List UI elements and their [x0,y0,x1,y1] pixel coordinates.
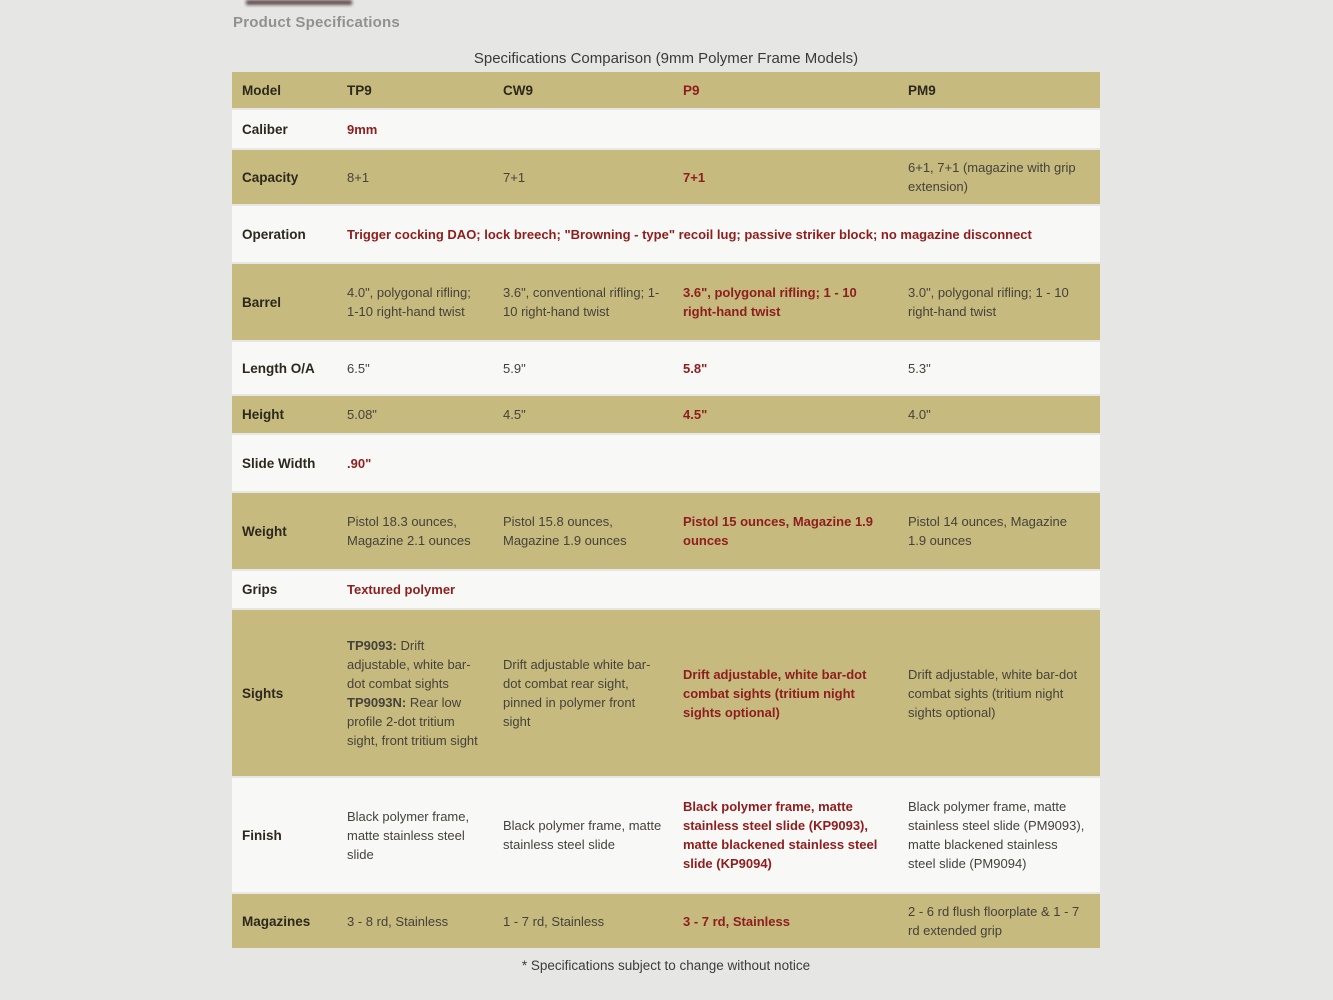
header-tp9: TP9 [340,72,496,108]
row-finish [232,778,1100,892]
capacity-label: Capacity [232,150,340,204]
magazines-tp9: 3 - 8 rd, Stainless [340,894,496,948]
weight-p9: Pistol 15 ounces, Magazine 1.9 ounces [676,493,901,569]
row-grips [232,571,1100,608]
sights-cw9: Drift adjustable white bar-dot combat rear sight, pinned in polymer front sight [496,610,676,776]
magazines-label: Magazines [232,894,340,948]
capacity-tp9: 8+1 [340,150,496,204]
weight-tp9: Pistol 18.3 ounces, Magazine 2.1 ounces [340,493,496,569]
weight-pm9: Pistol 14 ounces, Magazine 1.9 ounces [901,493,1100,569]
sights-tp9-desc1: Drift adjustable, white bar-dot combat sights [347,638,471,691]
finish-p9: Black polymer frame, matte stainless steel slide (KP9093), matte blackened stainless steel slide (KP9094) [676,778,901,892]
height-pm9: 4.0" [901,396,1100,433]
header-row [232,72,1100,108]
height-tp9: 5.08" [340,396,496,433]
header-pm9: PM9 [901,72,1100,108]
length-tp9: 6.5" [340,342,496,394]
capacity-cw9: 7+1 [496,150,676,204]
magazines-p9: 3 - 7 rd, Stainless [676,894,901,948]
height-p9: 4.5" [676,396,901,433]
length-pm9: 5.3" [901,342,1100,394]
operation-value: Trigger cocking DAO; lock breech; "Browning - type" recoil lug; passive striker block; no magazine disconnect [340,206,1100,262]
row-magazines [232,894,1100,948]
length-label: Length O/A [232,342,340,394]
row-sights [232,610,1100,776]
caliber-value: 9mm [340,110,1100,148]
capacity-pm9: 6+1, 7+1 (magazine with grip extension) [901,150,1100,204]
grips-value: Textured polymer [340,571,1100,608]
barrel-p9: 3.6", polygonal rifling; 1 - 10 right-hand twist [676,264,901,340]
finish-cw9: Black polymer frame, matte stainless steel slide [496,778,676,892]
barrel-label: Barrel [232,264,340,340]
slide-width-label: Slide Width [232,435,340,491]
row-slide-width [232,435,1100,491]
sights-pm9: Drift adjustable, white bar-dot combat sights (tritium night sights optional) [901,610,1100,776]
footnote: * Specifications subject to change without notice [521,958,811,973]
finish-tp9: Black polymer frame, matte stainless steel slide [340,778,496,892]
spec-comparison-table [232,70,1100,950]
length-cw9: 5.9" [496,342,676,394]
row-operation [232,206,1100,262]
row-caliber [232,110,1100,148]
magazines-cw9: 1 - 7 rd, Stainless [496,894,676,948]
row-barrel [232,264,1100,340]
sights-tp9-model2: TP9093N: [347,695,407,710]
header-p9: P9 [676,72,901,108]
table-title: Specifications Comparison (9mm Polymer Frame Models) [473,50,859,67]
row-length [232,342,1100,394]
length-p9: 5.8" [676,342,901,394]
sights-p9: Drift adjustable, white bar-dot combat sights (tritium night sights optional) [676,610,901,776]
header-model: Model [232,72,340,108]
caliber-label: Caliber [232,110,340,148]
row-height [232,396,1100,433]
sights-tp9-model1: TP9093: [347,638,397,653]
barrel-tp9: 4.0", polygonal rifling; 1-10 right-hand twist [340,264,496,340]
barrel-cw9: 3.6", conventional rifling; 1-10 right-hand twist [496,264,676,340]
weight-label: Weight [232,493,340,569]
row-weight [232,493,1100,569]
sights-label: Sights [232,610,340,776]
finish-label: Finish [232,778,340,892]
operation-label: Operation [232,206,340,262]
capacity-p9: 7+1 [676,150,901,204]
section-title: Product Specifications [233,14,400,31]
row-capacity [232,150,1100,204]
header-cw9: CW9 [496,72,676,108]
barrel-pm9: 3.0", polygonal rifling; 1 - 10 right-hand twist [901,264,1100,340]
slide-width-value: .90" [340,435,1100,491]
grips-label: Grips [232,571,340,608]
cropped-content-artifact [246,0,352,5]
finish-pm9: Black polymer frame, matte stainless steel slide (PM9093), matte blackened stainless steel slide (PM9094) [901,778,1100,892]
height-cw9: 4.5" [496,396,676,433]
magazines-pm9: 2 - 6 rd flush floorplate & 1 - 7 rd extended grip [901,894,1100,948]
sights-tp9-desc2: Rear low profile 2-dot tritium sight, front tritium sight [347,695,478,748]
weight-cw9: Pistol 15.8 ounces, Magazine 1.9 ounces [496,493,676,569]
sights-tp9 [340,610,496,776]
height-label: Height [232,396,340,433]
